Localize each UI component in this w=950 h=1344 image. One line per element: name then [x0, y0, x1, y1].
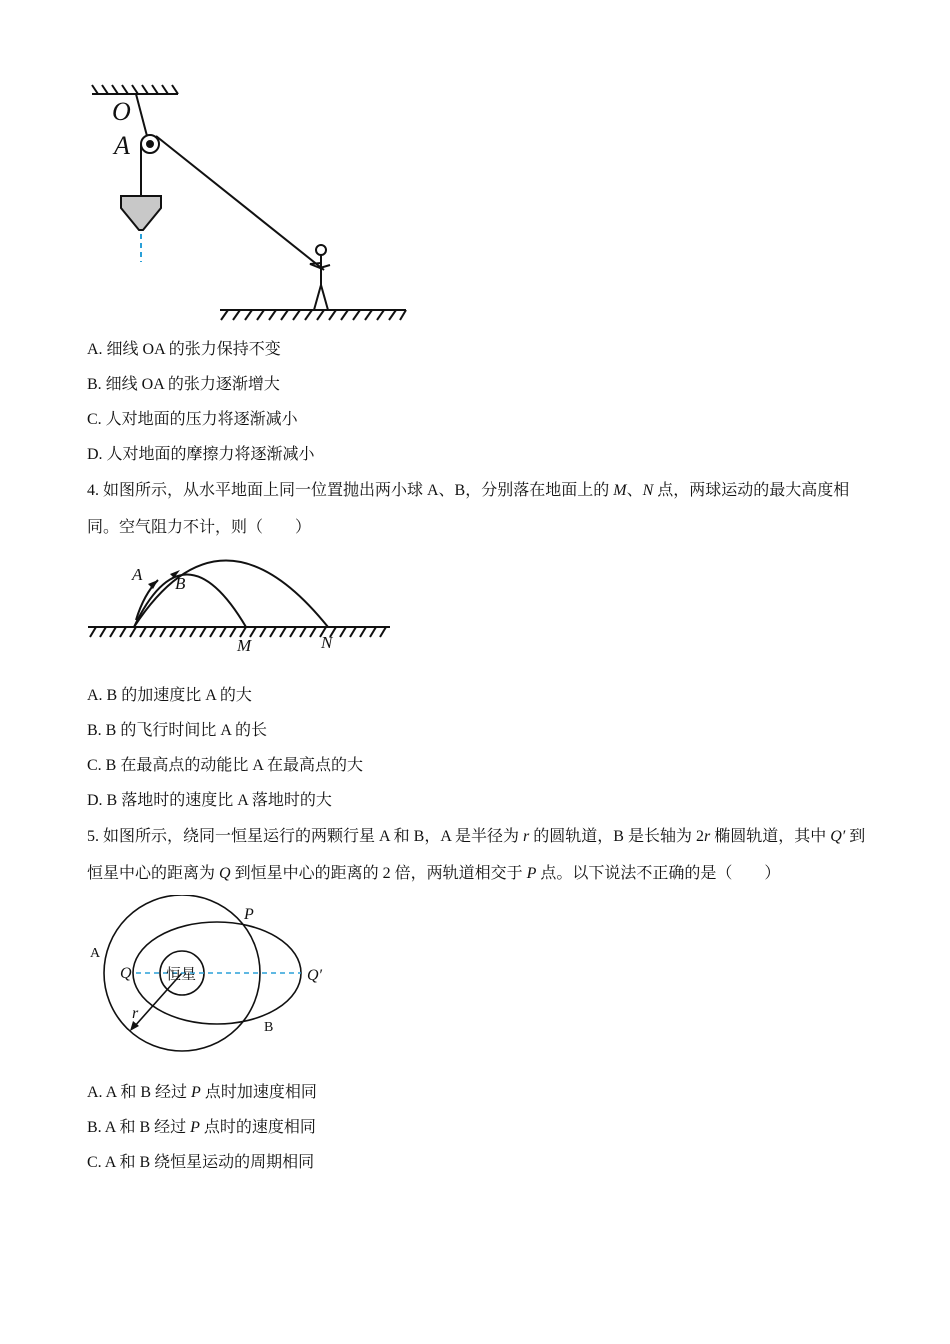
- label-P: P: [244, 906, 254, 923]
- q4-option-b: B. B 的飞行时间比 A 的长: [87, 722, 268, 739]
- label-A: A: [90, 946, 101, 961]
- label-N: N: [321, 633, 333, 652]
- q3-option-c: C. 人对地面的压力将逐渐减小: [87, 411, 298, 428]
- label-B: B: [264, 1020, 274, 1035]
- q5-option-c: C. A 和 B 绕恒星运动的周期相同: [87, 1154, 315, 1171]
- q3-option-d: D. 人对地面的摩擦力将逐渐减小: [87, 446, 315, 463]
- label-A: A: [114, 131, 130, 160]
- q4-option-c: C. B 在最高点的动能比 A 在最高点的大: [87, 757, 364, 774]
- q4-option-d: D. B 落地时的速度比 A 落地时的大: [87, 792, 332, 809]
- q4-option-a: A. B 的加速度比 A 的大: [87, 687, 252, 704]
- q5-stem: 5. 如图所示，绕同一恒星运行的两颗行星 A 和 B，A 是半径为 r 的圆轨道，B 是长轴为 2r 椭圆轨道，其中 Q′ 到恒星中心的距离为 Q 到恒星中心的距离的 2 倍，两轨道相交于 P 点。以下说法不正确的是（ ）: [87, 828, 866, 882]
- label-A: A: [132, 565, 143, 584]
- q4-stem: 4. 如图所示，从水平地面上同一位置抛出两小球 A、B，分别落在地面上的 M、N 点，两球运动的最大高度相同。空气阻力不计，则（ ）: [87, 482, 850, 536]
- label-Q: Q: [120, 965, 132, 982]
- label-M: M: [237, 636, 252, 655]
- arrowhead-a-icon: [148, 580, 158, 589]
- figure-projectiles: [86, 540, 396, 660]
- q5-option-b: B. A 和 B 经过 P 点时的速度相同: [87, 1119, 316, 1136]
- label-r: r: [132, 1005, 139, 1022]
- label-O: O: [112, 97, 131, 126]
- q3-option-b: B. 细线 OA 的张力逐渐增大: [87, 376, 280, 393]
- label-star: 恒星: [166, 967, 197, 983]
- figure-pulley-person: [80, 78, 420, 328]
- label-Q-prime: Q′: [307, 967, 323, 984]
- q5-option-a: A. A 和 B 经过 P 点时加速度相同: [87, 1084, 317, 1101]
- q3-option-a: A. 细线 OA 的张力保持不变: [87, 341, 281, 358]
- figure-orbits: [86, 895, 346, 1060]
- label-B: B: [175, 574, 186, 593]
